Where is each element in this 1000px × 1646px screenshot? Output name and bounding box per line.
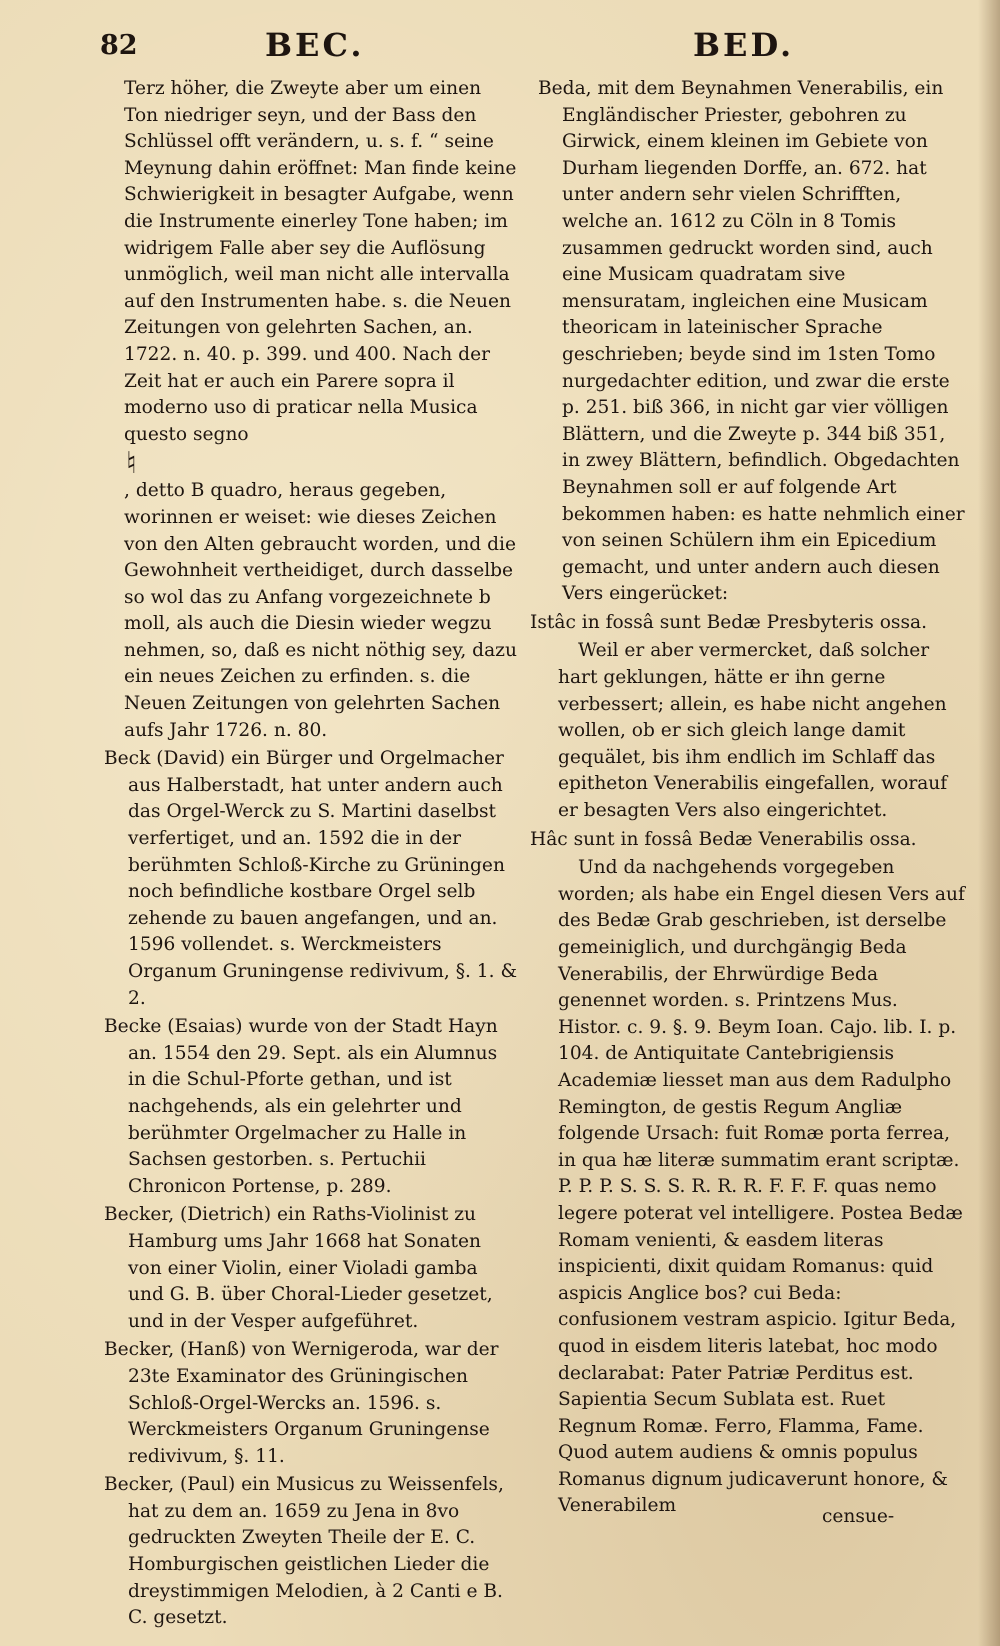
entry-continuation-2: , detto B quadro, heraus gegeben, worinnen er weiset: wie dieses Zeichen von den Alten gebraucht worden, und die Gewohnheit vertheidiget, durch dasselbe so wol das zu Anfang vorgezeichnete b moll, als auch die Diesin wieder wegzu nehmen, so, daß es nicht nöthig sey, dazu ein neues Zeichen zu erfinden. s. die Neuen Zeitungen von gelehrten Sachen aufs Jahr 1726. n. 80.	[124, 480, 517, 741]
entry-beck-david: Beck (David) ein Bürger und Orgelmacher aus Halberstadt, hat unter andern auch das Orgel-Werck zu S. Martini daselbst verfertiget, und an. 1592 die in der berühmten Schloß-Kirche zu Grüningen noch befindliche kostbare Orgel selb zehende zu bauen angefangen, und an. 1596 vollendet. s. Werckmeisters Organum Gruningense redivivum, §. 1. & 2.	[104, 748, 518, 1009]
verse-line-1: Istâc in fossâ sunt Bedæ Presbyteris ossa.	[530, 611, 927, 633]
entry-beda-story: Und da nachgehends vorgegeben worden; als habe ein Engel diesen Vers auf des Bedæ Grab geschrieben, ist derselbe gemeiniglich, und durchgängig Beda Venerabilis, der Ehrwürdige Beda genennet worden. s. Printzens Mus. Histor. c. 9. §. 9. Beym Ioan. Cajo. lib. I. p. 104. de Antiquitate Cantebrigiensis Academiæ liesset man aus dem Radulpho Remington, de gestis Regum Angliæ folgende Ursach: fuit Romæ porta ferrea, in qua hæ literæ summatim erant scriptæ. P. P. P. S. S. S. R. R. R. F. F. F. quas nemo legere poterat vel intelligere. Postea Bedæ Romam venienti, & easdem literas inspicienti, dixit quidam Romanus: quid aspicis Anglice bos? cui Beda: confusionem vestram aspicio. Igitur Beda, quod in eisdem literis latebat, hoc modo declarabat: Pater Patriæ Perditus est. Sapientia Secum Sublata est. Ruet Regnum Romæ. Ferro, Flamma, Fame. Quod autem audiens & omnis populus Romanus dignum judicaverunt honore, & Venerabilem	[558, 857, 965, 1517]
natural-sign-icon: ♮	[126, 446, 137, 482]
entry-becker-hanss: Becker, (Hanß) von Wernigeroda, war der 23te Examinator des Grüningischen Schloß-Orgel-Wercks an. 1596. s. Werckmeisters Organum Gruningense redivivum, §. 11.	[104, 1339, 499, 1467]
right-running-head: BED.	[693, 26, 795, 64]
entry-becke-esaias: Becke (Esaias) wurde von der Stadt Hayn an. 1554 den 29. Sept. als ein Alumnus in die Schul-Pforte gethan, und ist nachgehends, als ein gelehrter und berühmter Orgelmacher zu Halle in Sachsen gestorben. s. Pertuchii Chronicon Portense, p. 289.	[104, 1016, 498, 1197]
verse-line-2: Hâc sunt in fossâ Bedæ Venerabilis ossa.	[530, 828, 917, 850]
catchword: censue-	[822, 1506, 895, 1527]
left-running-head: BEC.	[265, 26, 365, 64]
entry-beda: Beda, mit dem Beynahmen Venerabilis, ein Engländischer Priester, gebohren zu Girwick, einem kleinen im Gebiete von Durham liegenden Dorffe, an. 672. hat unter andern sehr vielen Schrifften, welche an. 1612 zu Cöln in 8 Tomis zusammen gedruckt worden sind, auch eine Musicam quadratam sive mensuratam, ingleichen eine Musicam theoricam in lateinischer Sprache geschrieben; beyde sind im 1sten Tomo nurgedachter edition, und zwar die erste p. 251. biß 366, in nicht gar vier völligen Blättern, und die Zweyte p. 344 biß 351, in zwey Blättern, befindlich. Obgedachten Beynahmen soll er auf folgende Art bekommen haben: es hatte nehmlich einer von seinen Schülern ihm ein Epicedium gemacht, und unter andern auch diesen Vers eingerücket:	[538, 78, 965, 605]
entry-continuation: Terz höher, die Zweyte aber um einen Ton niedriger seyn, und der Bass den Schlüssel offt verändern, u. s. f. “ seine Meynung dahin eröffnet: Man finde keine Schwierigkeit in besagter Aufgabe, wenn die Instrumente einerley Tone haben; im widrigem Falle aber sey die Auflösung unmöglich, weil man nicht alle intervalla auf den Instrumenten habe. s. die Neuen Zeitungen von gelehrten Sachen, an. 1722. n. 40. p. 399. und 400. Nach der Zeit hat er auch ein Parere sopra il moderno uso di praticar nella Musica questo segno	[124, 78, 517, 445]
page-gutter-shadow	[978, 0, 1000, 1646]
entry-becker-dietrich: Becker, (Dietrich) ein Raths-Violinist zu Hamburg ums Jahr 1668 hat Sonaten von einer Violin, einer Violadi gamba und G. B. über Choral-Lieder gesetzet, und in der Vesper aufgeführet.	[104, 1204, 493, 1332]
left-column	[104, 76, 518, 1634]
entry-beda-continued: Weil er aber vermercket, daß solcher hart geklungen, hätte er ihn gerne verbessert; allein, es habe nicht angehen wollen, ob er sich gleich lange damit gequälet, bis ihm endlich im Schlaff das epitheton Venerabilis eingefallen, worauf er besagten Vers also eingerichtet.	[558, 640, 948, 822]
page-number: 82	[100, 30, 138, 61]
right-column	[530, 76, 966, 1522]
entry-becker-paul: Becker, (Paul) ein Musicus zu Weissenfels, hat zu dem an. 1659 zu Jena in 8vo gedruckten Zweyten Theile der E. C. Homburgischen geistlichen Lieder die dreystimmigen Melodien, à 2 Canti e B. C. gesetzt.	[104, 1474, 504, 1629]
